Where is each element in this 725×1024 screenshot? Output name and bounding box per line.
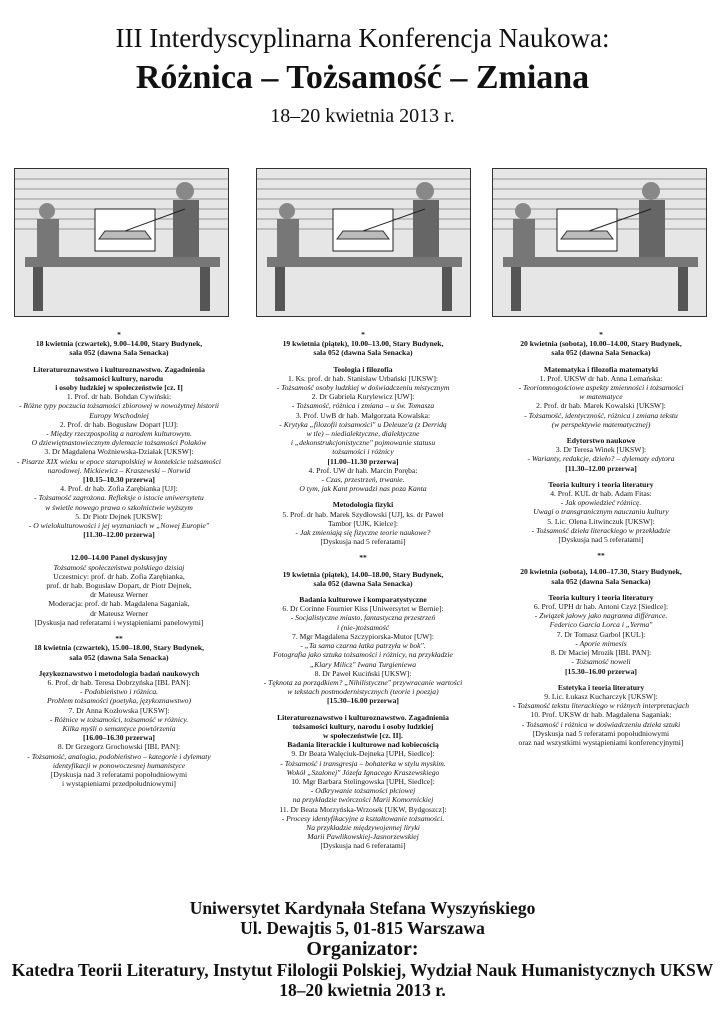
session-heading: 19 kwietnia (piątek), 10.00–13.00, Stary Budynek, sala 052 (dawna Sala Senacka): [282, 339, 444, 358]
university-name: Uniwersytet Kardynała Stefana Wyszyńskiego: [189, 898, 536, 918]
break-time: [11.30–12.00 przerwa]: [565, 463, 637, 473]
discussion-note: [Dyskusja nad 3 referatami popołudniowymi i wystąpieniami przedpołudniowymi]: [50, 769, 188, 789]
speaker: 11. Dr Beata Morzyńska-Wrzosek [UKW, Bydgoszcz]:: [279, 804, 447, 814]
speaker: 8. Dr Grzegorz Grochowski [IBL PAN]:: [57, 742, 181, 752]
talk-title: - Teoriomnogościowe aspekty zmienności i tożsamości w matematyce: [518, 383, 684, 402]
speaker: 2. Prof. dr hab. Marek Kowalski [UKSW]:: [536, 401, 666, 411]
talk-title: - Jak opowiedzieć różnicę. Uwagi o transgranicznym nauczaniu kultury: [533, 498, 669, 517]
speaker: 9. Lic. Łukasz Kucharczyk [UKSW]:: [544, 691, 658, 701]
talk-title: - Różne typy poczucia tożsamości zbiorowej w nowożytnej historii Europy Wschodniej: [18, 401, 220, 420]
speaker: 4. Prof. dr hab. Zofia Zarębianka [UJ]:: [60, 484, 178, 494]
talk-title: - Jak zmieniają się fizyczne teorie naukowe?: [295, 528, 431, 538]
session-marker: **: [597, 551, 605, 561]
speaker: 6. Dr Corinne Fournier Kiss [Uniwersytet w Bernie]:: [282, 604, 444, 614]
break-time: [10.15–10.30 przerwa]: [83, 475, 155, 485]
session-marker: *: [599, 330, 603, 339]
session-heading: 18 kwietnia (czwartek), 15.00–18.00, Stary Budynek, sala 052 (dawna Sala Senacka): [33, 643, 204, 662]
session-heading: 20 kwietnia (sobota), 10.00–14.00, Stary Budynek, sala 052 (dawna Sala Senacka): [520, 339, 682, 358]
speaker: 4. Prof. KUL dr hab. Adam Fitas:: [550, 489, 652, 499]
university-address: Ul. Dewajtis 5, 01-815 Warszawa: [240, 918, 485, 938]
organizer-label: Organizator:: [306, 938, 419, 960]
talk-title: - Tożsamość, analogia, podobieństwo – kategorie i dylematy identyfikacji w ponowoczesnej humanistyce: [27, 751, 211, 770]
speaker: 1. Prof. UKSW dr hab. Anna Lemańska:: [539, 373, 663, 383]
organizer-name: Katedra Teorii Literatury, Instytut Filologii Polskiej, Wydział Nauk Humanistycznych UKSW: [11, 960, 714, 980]
poster-header: [0, 22, 725, 128]
panel-title: Estetyka i teoria literatury: [557, 682, 645, 692]
panel-moderation: dr Mateusz Werner: [90, 608, 148, 618]
discussion-note: [Dyskusja nad 5 referatami]: [320, 537, 406, 547]
panel-title: Teoria kultury i teoria literatury: [548, 479, 654, 489]
break-time: [11.30–12.00 przerwa]: [83, 530, 155, 540]
session-heading: 18 kwietnia (czwartek), 9.00–14.00, Stary Budynek, sala 052 (dawna Sala Senacka): [35, 339, 203, 358]
panel-title: Teologia i filozofia: [333, 364, 393, 374]
speaker: 7. Dr Anna Kozłowska [UKSW]:: [68, 705, 170, 715]
discussion-note: [Dyskusja nad referatami i wystąpieniami panelowymi]: [34, 617, 204, 627]
panel-title: Językoznawstwo i metodologia badań naukowych: [38, 668, 200, 678]
speaker: 10. Mgr Barbara Stelingowska [UPH, Siedlce]:: [291, 776, 435, 786]
speaker: 4. Prof. UW dr hab. Marcin Poręba:: [308, 465, 418, 475]
engraving-center-graphic: [257, 169, 470, 316]
program-column-day2: [254, 330, 472, 851]
speaker: 3. Dr Magdalena Woźniewska-Działak [UKSW]:: [44, 447, 194, 457]
session-marker: **: [359, 553, 367, 563]
speaker: 2. Prof. dr hab. Bogusław Dopart [UJ]:: [59, 419, 179, 429]
break-time: [15.30–16.00 przerwa]: [327, 696, 399, 706]
speaker: 3. Dr Teresa Winek [UKSW]:: [555, 445, 647, 455]
talk-title: - Procesy identyfikacyjne a kształtowanie tożsamości. Na przykładzie międzywojennej liryki Marii Pawlikowskiej-Jasnorzewskiej: [281, 813, 445, 842]
speaker: 7. Dr Tomasz Garbol [KUL]:: [556, 629, 646, 639]
talk-title: - Tożsamość zagrożona. Refleksje o istocie uniwersytetu w świetle nowego prawa o szkolnictwie wyższym: [34, 493, 204, 512]
panel-title: Badania kulturowe i komparatystyczne: [299, 595, 427, 605]
speaker: 6. Prof. UPH dr hab. Antoni Czyż [Siedlce]:: [533, 602, 669, 612]
discussion-note: [Dyskusja nad 5 referatami]: [558, 535, 644, 545]
panel-topic: Tożsamość społeczeństwa polskiego dzisiaj: [53, 562, 185, 572]
speaker: 3. Prof. UwB dr hab. Małgorzata Kowalska:: [295, 410, 431, 420]
speaker: 2. Dr Gabriela Kurylewicz [UW]:: [311, 392, 415, 402]
panel-moderation: Moderacja: prof. dr hab. Magdalena Saganiak,: [48, 599, 190, 609]
discussion-note: [Dyskusja nad 6 referatami]: [320, 841, 406, 851]
talk-title: - O wielokulturowości i jej wyznaniach w „Nowej Europie": [28, 521, 210, 531]
talk-title: - „Ta sama czarna łatka patrzyła w bok". Fotografia jako sztuka tożsamości i różnicy, na przykładzie „Klary Milicz" Iwana Turgieniewa: [273, 641, 453, 669]
speaker: 7. Mgr Magdalena Szczypiorska-Mutor [UW]:: [292, 631, 434, 641]
talk-title: - Podobieństwo i różnica. Problem tożsamości (poetyka, językoznawstwo): [47, 687, 191, 706]
talk-title: - Tożsamość tekstu literackiego w różnych interpretacjach: [512, 701, 690, 711]
talk-title: - Tożsamość dzieła literackiego w przekładzie: [531, 525, 671, 535]
discussion-note: [Dyskusja nad 5 referatami popołudniowymi oraz nad wszystkimi wystąpieniami konferencyjnymi]: [518, 728, 684, 747]
speaker: 5. Prof. dr hab. Marek Szydłowski [UJ], ks. dr Paweł Tambor [UJK, Kielce]:: [282, 509, 444, 528]
break-time: [15.30–16.00 przerwa]: [565, 666, 637, 676]
session-marker: **: [115, 634, 123, 644]
talk-title: - Między rzeczpospolitą a narodem kulturowym. O dziewiętnastowiecznym dylemacie tożsamości Polaków: [31, 429, 207, 448]
conference-dates: 18–20 kwietnia 2013 r.: [270, 105, 455, 127]
panel-title: Literaturoznawstwo i kulturoznawstwo. Zagadnienia tożsamości kultury, narodu i osoby ludzkiej w społeczeństwie [cz. II].: [277, 712, 449, 740]
speaker: 10. Prof. UKSW dr hab. Magdalena Saganiak:: [530, 710, 672, 720]
engraving-left-graphic: [15, 169, 228, 316]
engraving-image-center: [256, 168, 471, 317]
session-heading: 20 kwietnia (sobota), 14.00–17.30, Stary Budynek, sala 052 (dawna Sala Senacka): [520, 567, 682, 586]
poster-footer: [0, 898, 725, 1000]
talk-title: - Czas, przestrzeń, trwanie. O tym, jak Kant prowadzi nas poza Kanta: [299, 475, 427, 494]
speaker: 1. Prof. dr hab. Bohdan Cywiński:: [66, 392, 172, 402]
panel-subtitle: Badania literackie i kulturowe nad kobiecością: [287, 740, 439, 750]
talk-title: - Tożsamość, różnica i zmiana – u św. Tomasza: [291, 401, 435, 411]
talk-title: - Warianty, redakcje, dzieło? – dylematy edytora: [527, 454, 675, 464]
talk-title: - Związek jałowy jako nagranna différance. Federico García Lorca i „Yerma": [534, 611, 668, 630]
panel-participants: Uczestnicy: prof. dr hab. Zofia Zarębianka,: [53, 571, 185, 581]
panel-title: Literaturoznawstwo i kulturoznawstwo. Zagadnienia tożsamości kultury, narodu i osoby ludzkiej w społeczeństwie [cz. I]: [33, 364, 205, 393]
panel-title: Edytorstwo naukowe: [566, 436, 636, 446]
talk-title: - Krytyka „filozofii tożsamości" u Deleuze'a (z Derridą w tle) – niedialektyczne, dialektyczne i „dekonstrukcjonistyczne" pojmowanie statusu tożsamości i różnicy: [279, 419, 447, 457]
panel-participants: dr Mateusz Werner: [90, 590, 148, 600]
talk-title: - Aporie mimesis: [575, 638, 627, 648]
break-time: [11.00–11.30 przerwa]: [327, 456, 399, 466]
panel-participants: prof. dr hab. Bogusław Dopart, dr Piotr Dejnek,: [46, 581, 192, 591]
conference-theme: Różnica – Tożsamość – Zmiana: [135, 59, 590, 96]
speaker: 8. Dr Paweł Kuciński [UKSW]:: [314, 668, 412, 678]
engraving-image-right: [492, 168, 707, 317]
speaker: 5. Dr Piotr Dejnek [UKSW]:: [75, 511, 163, 521]
talk-title: - Różnice w tożsamości, tożsamość w różnicy. Kilka myśli o semantyce powtórzenia: [49, 714, 189, 733]
talk-title: - Tęknota za porządkiem? „Nihilistyczne" przywracanie wartości w tekstach postmodernistycznych (teorie i poezja): [263, 677, 463, 697]
panel-title: Teoria kultury i teoria literatury: [548, 592, 654, 602]
speaker: 9. Dr Beata Walęciuk-Dejneka [UPH, Siedlce]:: [291, 749, 435, 759]
program-column-day1: [10, 330, 228, 788]
footer-dates: 18–20 kwietnia 2013 r.: [279, 980, 446, 1000]
talk-title: - Tożsamość i różnica w doświadczeniu dzieła sztuki: [521, 719, 681, 729]
engraving-image-left: [14, 168, 229, 317]
session-marker: *: [361, 330, 365, 339]
conference-title: III Interdyscyplinarna Konferencja Naukowa:: [115, 23, 610, 53]
speaker: 8. Dr Maciej Mrozik [IBL PAN]:: [550, 648, 652, 658]
talk-title: - Odkrywanie tożsamości płciowej na przykładzie twórczości Marii Komornickiej: [292, 786, 434, 805]
panel-title: Matematyka i filozofia matematyki: [543, 364, 659, 374]
session-marker: *: [117, 330, 121, 339]
speaker: 1. Ks. prof. dr hab. Stanisław Urbański [UKSW]:: [288, 373, 438, 383]
engraving-right-graphic: [493, 169, 706, 316]
talk-title: - Tożsamość osoby ludzkiej w doświadczeniu mistycznym: [276, 383, 450, 393]
speaker: 5. Lic. Olena Litwinczuk [UKSW]:: [547, 516, 655, 526]
break-time: [16.00–16.30 przerwa]: [83, 733, 155, 743]
talk-title: - Socjalistyczne miasto, fantastyczna przestrzeń i (nie-)tożsamość: [290, 613, 436, 632]
session-heading: 19 kwietnia (piątek), 14.00–18.00, Stary Budynek, sala 052 (dawna Sala Senacka): [282, 569, 444, 588]
talk-title: - Tożsamość nowelі: [571, 657, 631, 667]
talk-title: - Tożsamość i transgresja – bohaterka w stylu myskim. Wokół „Szalonej" Józefa Ignacego Kraszewskiego: [280, 758, 446, 777]
talk-title: - Pisarze XIX wieku w epoce starupolskiej w kontekście tożsamości narodowej. Mickiewicz – Kraszewski – Norwid: [17, 456, 221, 475]
program-column-day3: [492, 330, 710, 747]
talk-title: - Tożsamość, identyczność, różnica i zmiana tekstu (w perspektywie matematycznej): [524, 410, 678, 429]
panel-title: 12.00–14.00 Panel dyskusyjny: [70, 553, 168, 563]
panel-title: Metodologia fizyki: [332, 500, 394, 510]
speaker: 6. Prof. dr hab. Teresa Dobrzyńska [IBL PAN]:: [47, 677, 191, 687]
